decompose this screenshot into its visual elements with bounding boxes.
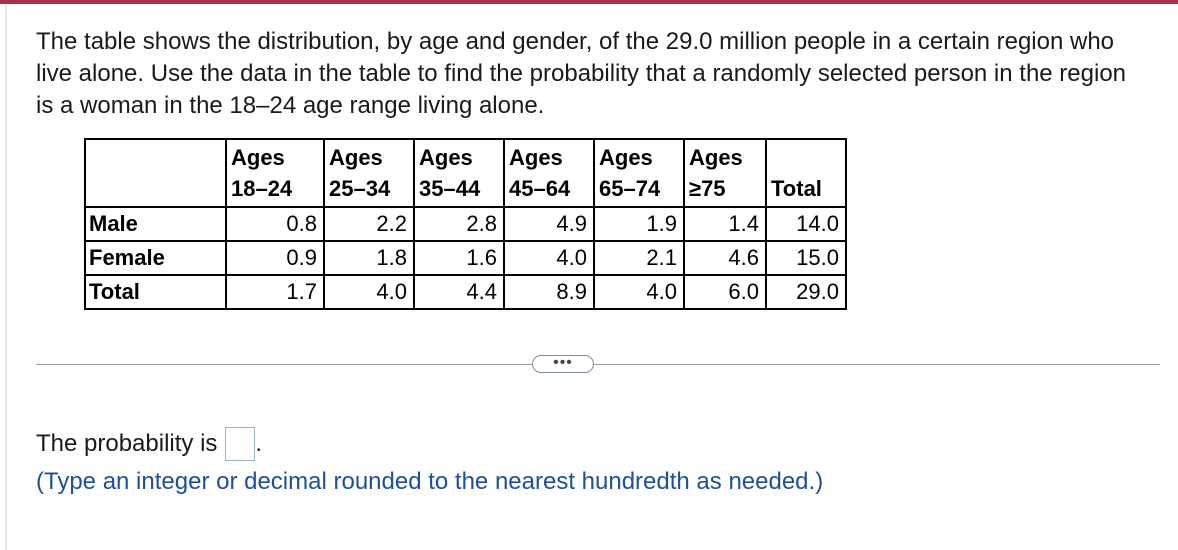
table-cell: 29.0 (766, 275, 846, 309)
more-options-button[interactable]: ••• (532, 355, 594, 373)
row-label: Total (85, 275, 226, 309)
top-accent-bar (0, 0, 1178, 4)
table-cell: 15.0 (766, 241, 846, 275)
table-cell: 8.9 (504, 275, 594, 309)
table-cell: 4.9 (504, 207, 594, 241)
row-label: Male (85, 207, 226, 241)
table-cell: 2.2 (324, 207, 414, 241)
table-cell: 4.4 (414, 275, 504, 309)
table-cell: 4.0 (324, 275, 414, 309)
answer-prefix: The probability is (36, 430, 218, 457)
table-row-female (85, 241, 846, 275)
data-table (84, 138, 847, 310)
header-age-45-64: Ages 45–64 (504, 139, 594, 207)
header-age-25-34: Ages 25–34 (324, 139, 414, 207)
table-cell: 4.0 (504, 241, 594, 275)
table-header-row (85, 139, 846, 207)
table-cell: 14.0 (766, 207, 846, 241)
table-row-male (85, 207, 846, 241)
table-cell: 1.4 (684, 207, 766, 241)
table-cell: 6.0 (684, 275, 766, 309)
header-age-35-44: Ages 35–44 (414, 139, 504, 207)
row-label: Female (85, 241, 226, 275)
section-divider (36, 364, 1160, 365)
table-cell: 0.9 (226, 241, 324, 275)
hint-text: (Type an integer or decimal rounded to the nearest hundredth as needed.) (36, 468, 824, 495)
table-cell: 0.8 (226, 207, 324, 241)
table-cell: 1.7 (226, 275, 324, 309)
answer-line (36, 426, 262, 462)
table-cell: 1.8 (324, 241, 414, 275)
left-border-line (5, 4, 7, 550)
table-cell: 2.1 (594, 241, 684, 275)
answer-input[interactable] (225, 427, 255, 461)
table-cell: 2.8 (414, 207, 504, 241)
table-cell: 4.0 (594, 275, 684, 309)
table-cell: 1.6 (414, 241, 504, 275)
header-age-65-74: Ages 65–74 (594, 139, 684, 207)
header-age-18-24: Ages 18–24 (226, 139, 324, 207)
question-text: The table shows the distribution, by age and gender, of the 29.0 million people in a certain region who live alone. Use the data in the table to find the probability that a randomly selected person in the region is a woman in the 18–24 age range living alone. (36, 28, 1127, 119)
header-empty-cell (85, 139, 226, 207)
table-cell: 4.6 (684, 241, 766, 275)
header-age-75-plus: Ages ≥75 (684, 139, 766, 207)
header-total: Total (766, 139, 846, 207)
table-row-total (85, 275, 846, 309)
answer-suffix: . (255, 430, 263, 457)
table-cell: 1.9 (594, 207, 684, 241)
